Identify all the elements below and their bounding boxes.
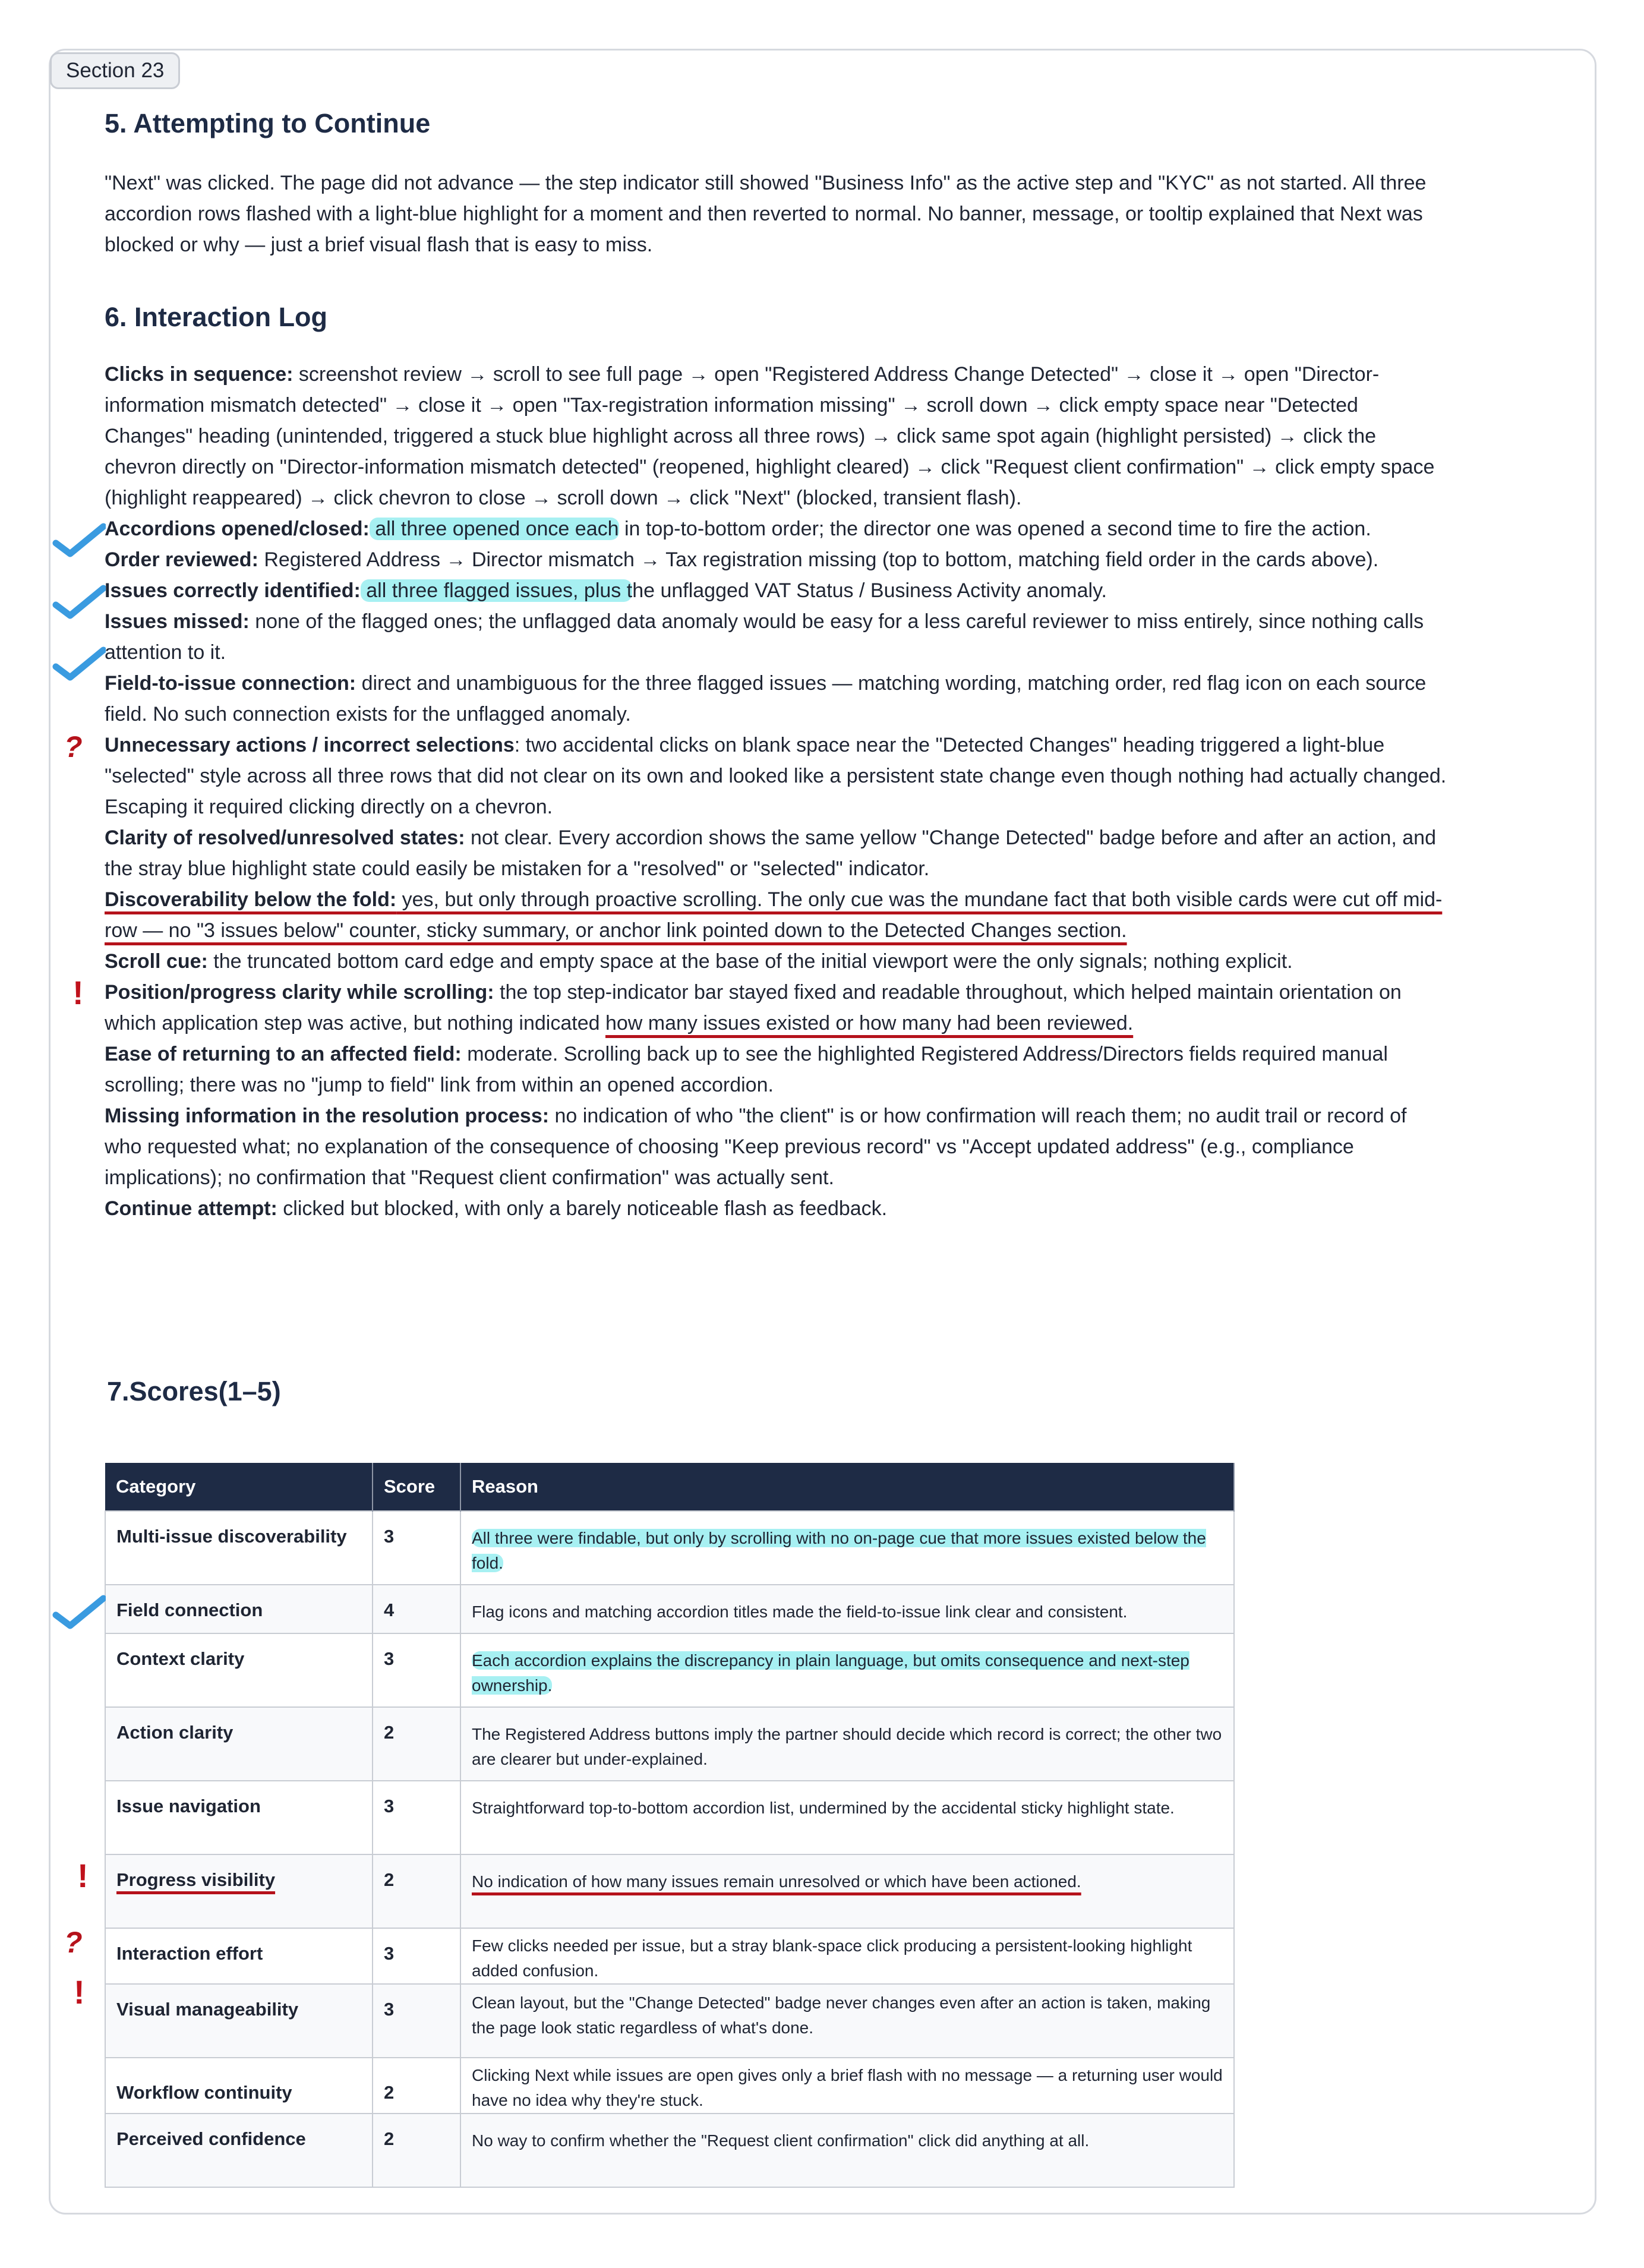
category-cell: Workflow continuity (105, 2058, 373, 2114)
log-label: Order reviewed: (105, 548, 258, 571)
column-header: Score (373, 1463, 460, 1511)
category-cell: Multi-issue discoverability (105, 1511, 373, 1585)
log-text: he unflagged VAT Status / Business Activity anomaly. (632, 579, 1107, 602)
heading-interaction-log: 6. Interaction Log (105, 302, 328, 332)
exclamation-annotation: ! (74, 1973, 85, 2011)
table-row (105, 1511, 1234, 1585)
scores-table (105, 1463, 1235, 2188)
log-text: direct and unambiguous for the three flagged issues — matching wording, matching order, red flag icon on each source field. No such connection exists for the unflagged anomaly. (105, 672, 1427, 725)
reason-cell (460, 1633, 1234, 1707)
underlined-text: yes, but only through proactive scrolling. The only cue was the mundane fact that both visible cards were cut off mid-row — no "3 issues below" counter, sticky summary, or anchor link pointed down to the Detected Changes section. (105, 888, 1443, 942)
reason-cell: Clicking Next while issues are open gives only a brief flash with no message — a returning user would have no idea why they're stuck. (460, 2058, 1234, 2114)
log-text: : two accidental clicks on blank space near the "Detected Changes" heading triggered a light-blue "selected" style across all three rows that did not clear on its own and looked like a persistent state change even though nothing had actually changed. Escaping it required clicking directly on a chevron. (105, 734, 1447, 818)
log-label: Clicks in sequence: (105, 363, 294, 386)
reason-cell: Flag icons and matching accordion titles made the field-to-issue link clear and consistent. (460, 1585, 1234, 1633)
reason-cell: Straightforward top-to-bottom accordion list, undermined by the accidental sticky highlight state. (460, 1781, 1234, 1854)
table-header-row (105, 1463, 1234, 1511)
log-text: screenshot review → scroll to see full page → open "Registered Address Change Detected" → close it → open "Director-information mismatch detected" → close it → open "Tax-registration information missing" → scroll down → click empty space near "Detected Changes" heading (unintended, triggered a stuck blue highlight across all three rows) → click same spot again (highlight persisted) → click the chevron directly on "Director-information mismatch detected" (reopened, highlight cleared) → click "Request client confirmation" → click empty space (highlight reappeared) → click chevron to close → scroll down → click "Next" (blocked, transient flash). (105, 363, 1435, 509)
log-label: Unnecessary actions / incorrect selections (105, 734, 515, 756)
reason-cell: The Registered Address buttons imply the partner should decide which record is correct; the other two are clearer but under-explained. (460, 1707, 1234, 1781)
table-row (105, 1854, 1234, 1928)
log-missed (105, 606, 1447, 668)
category-cell: Perceived confidence (105, 2114, 373, 2187)
log-label: Ease of returning to an affected field: (105, 1043, 462, 1065)
log-position (105, 977, 1447, 1039)
log-label: Continue attempt: (105, 1197, 277, 1220)
log-field-connection (105, 668, 1447, 730)
score-cell: 3 (373, 1928, 460, 1984)
log-text: the top step-indicator bar stayed fixed and readable throughout, which helped maintain orientation on which application step was active, but nothing indicated (105, 981, 1402, 1034)
log-text: none of the flagged ones; the unflagged data anomaly would be easy for a less careful reviewer to miss entirely, since nothing calls attention to it. (105, 610, 1424, 664)
log-discoverability (105, 884, 1447, 946)
log-label: Missing information in the resolution process: (105, 1105, 550, 1127)
question-mark-annotation: ? (64, 1926, 83, 1959)
score-cell: 3 (373, 1984, 460, 2058)
reason-cell: Clean layout, but the "Change Detected" badge never changes even after an action is taken, making the page look static regardless of what's done. (460, 1984, 1234, 2058)
log-text: no indication of who "the client" is or how confirmation will reach them; no audit trail or record of who requested what; no explanation of the consequence of choosing "Keep previous record" vs "Accept updated address" (e.g., compliance implications); no confirmation that "Request client confirmation" was actually sent. (105, 1105, 1407, 1189)
underlined-text: how many issues existed or how many had been reviewed. (605, 1012, 1134, 1034)
exclamation-annotation: ! (72, 974, 84, 1011)
category-cell: Interaction effort (105, 1928, 373, 1984)
table-row (105, 1781, 1234, 1854)
log-text: not clear. Every accordion shows the same yellow "Change Detected" badge before and after an action, and the stray blue highlight state could easily be mistaken for a "resolved" or "selected" indicator. (105, 827, 1437, 880)
log-label: Discoverability below the fold: (105, 888, 397, 911)
category-cell: Progress visibility (105, 1854, 373, 1928)
log-label: Accordions opened/closed: (105, 518, 370, 540)
log-label: Clarity of resolved/unresolved states: (105, 827, 465, 849)
table-row (105, 1707, 1234, 1781)
score-cell: 3 (373, 1781, 460, 1854)
checkmark-icon (52, 523, 106, 559)
table-row (105, 2114, 1234, 2187)
category-cell: Visual manageability (105, 1984, 373, 2058)
log-scroll-cue (105, 946, 1447, 977)
underlined-text: No indication of how many issues remain unresolved or which have been actioned. (472, 1872, 1081, 1891)
score-cell: 2 (373, 2114, 460, 2187)
reason-cell: Few clicks needed per issue, but a stray blank-space click producing a persistent-looking highlight added confusion. (460, 1928, 1234, 1984)
log-clarity (105, 822, 1447, 884)
log-continue (105, 1193, 1447, 1224)
reason-cell: No way to confirm whether the "Request client confirmation" click did anything at all. (460, 2114, 1234, 2187)
column-header: Reason (460, 1463, 1234, 1511)
column-header: Category (105, 1463, 373, 1511)
log-identified (105, 575, 1447, 606)
log-text: Registered Address → Director mismatch → Tax registration missing (top to bottom, matching field order in the cards above). (258, 548, 1379, 571)
log-label: Scroll cue: (105, 950, 208, 973)
highlighted-text: All three were findable, but only by scrolling with no on-page cue that more issues existed below the fold. (472, 1529, 1206, 1572)
continue-paragraph (105, 168, 1471, 260)
score-cell: 4 (373, 1585, 460, 1633)
checkmark-icon (52, 1595, 106, 1630)
highlighted-text: Each accordion explains the discrepancy in plain language, but omits consequence and next-step ownership. (472, 1651, 1189, 1695)
checkmark-icon (52, 646, 106, 682)
log-text: moderate. Scrolling back up to see the highlighted Registered Address/Directors fields required manual scrolling; there was no "jump to field" link from within an opened accordion. (105, 1043, 1388, 1096)
log-text: clicked but blocked, with only a barely noticeable flash as feedback. (277, 1197, 888, 1220)
table-row (105, 1984, 1234, 2058)
checkmark-icon (52, 585, 106, 620)
log-label: Position/progress clarity while scrolling: (105, 981, 494, 1004)
category-cell: Action clarity (105, 1707, 373, 1781)
log-label: Issues correctly identified: (105, 579, 361, 602)
log-accordions (105, 513, 1447, 544)
score-cell: 3 (373, 1633, 460, 1707)
reason-cell (460, 1854, 1234, 1928)
category-cell: Context clarity (105, 1633, 373, 1707)
category-cell: Field connection (105, 1585, 373, 1633)
highlighted-text: all three opened once each (369, 518, 619, 540)
log-unnecessary (105, 730, 1447, 822)
reason-cell (460, 1511, 1234, 1585)
log-text: in top-to-bottom order; the director one was opened a second time to fire the action. (619, 518, 1371, 540)
log-missing-info (105, 1100, 1447, 1193)
log-label: Field-to-issue connection: (105, 672, 356, 695)
score-cell: 3 (373, 1511, 460, 1585)
table-row (105, 1928, 1234, 1984)
log-order (105, 544, 1447, 575)
table-row (105, 2058, 1234, 2114)
log-label: Issues missed: (105, 610, 250, 633)
table-row (105, 1585, 1234, 1633)
exclamation-annotation: ! (77, 1857, 89, 1894)
log-clicks (105, 359, 1447, 513)
continue-text: "Next" was clicked. The page did not advance — the step indicator still showed "Business Info" as the active step and "KYC" as not started. All three accordion rows flashed with a light-blue highlight for a moment and then reverted to normal. No banner, message, or tooltip explained that Next was blocked or why — just a brief visual flash that is easy to miss. (105, 172, 1427, 256)
score-cell: 2 (373, 2058, 460, 2114)
score-cell: 2 (373, 1707, 460, 1781)
log-text: the truncated bottom card edge and empty space at the base of the initial viewport were the only signals; nothing explicit. (207, 950, 1293, 973)
table-row (105, 1633, 1234, 1707)
question-mark-annotation: ? (64, 730, 83, 764)
section-tag: Section 23 (50, 52, 180, 89)
heading-attempting-to-continue: 5. Attempting to Continue (105, 108, 431, 138)
heading-scores: 7.Scores(1–5) (107, 1376, 281, 1406)
log-ease-return (105, 1039, 1447, 1100)
category-cell: Issue navigation (105, 1781, 373, 1854)
score-cell: 2 (373, 1854, 460, 1928)
interaction-log (105, 359, 1447, 1224)
highlighted-text: all three flagged issues, plus t (360, 579, 633, 602)
